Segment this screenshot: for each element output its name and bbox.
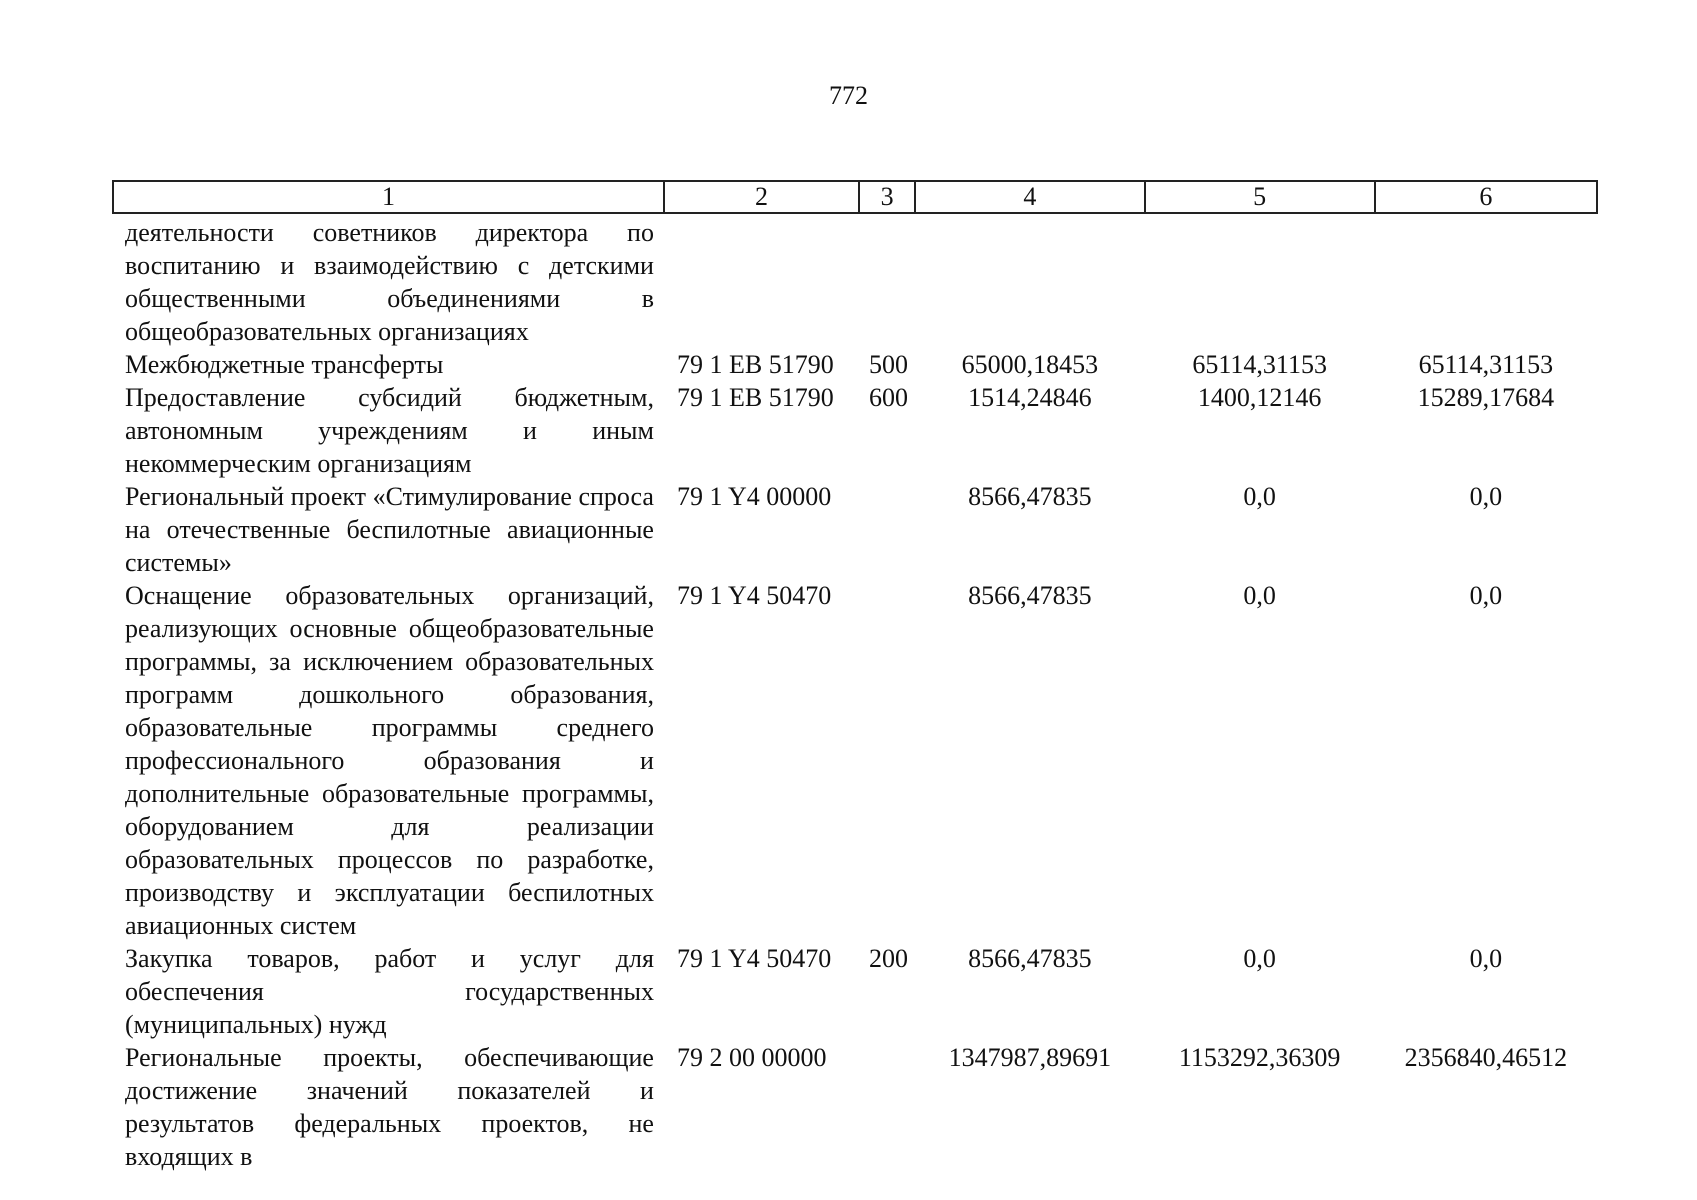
table-header: [113, 181, 1597, 213]
row-expense-type: [859, 579, 915, 942]
row-expense-type: [859, 213, 915, 348]
row-description: Межбюджетные трансферты: [125, 350, 444, 379]
row-description: Предоставление субсидий бюджетным, автономным учреждениям и иным некоммерческим организациям: [125, 383, 654, 478]
row-target-code: 79 1 Y4 00000: [676, 482, 832, 511]
column-header-5: 5: [1145, 181, 1375, 213]
row-sum-col6: 2356840,46512: [1404, 1043, 1568, 1072]
row-sum-col6: 0,0: [1469, 482, 1503, 511]
row-description: Региональный проект «Стимулирование спроса на отечественные беспилотные авиационные системы»: [125, 482, 654, 577]
table-row: [113, 348, 1597, 381]
row-description: деятельности советников директора по воспитанию и взаимодействию с детскими общественными объединениями в общеобразовательных организациях: [125, 218, 654, 346]
budget-table: [112, 180, 1598, 1173]
row-sum-col6: 0,0: [1469, 581, 1503, 610]
header-row: [113, 181, 1597, 213]
row-sum-col4: 8566,47835: [968, 482, 1092, 511]
row-sum-col4: 1347987,89691: [948, 1043, 1112, 1072]
table-row: [113, 480, 1597, 579]
table-body: [113, 213, 1597, 1173]
table-row: [113, 1041, 1597, 1173]
table-row: [113, 213, 1597, 348]
column-header-3: 3: [859, 181, 915, 213]
page-number: 772: [829, 81, 868, 110]
row-sum-col4: 8566,47835: [968, 581, 1092, 610]
row-target-code: 79 1 EB 51790: [676, 350, 834, 379]
row-sum-col4: 65000,18453: [961, 350, 1099, 379]
row-description: Региональные проекты, обеспечивающие достижение значений показателей и результатов федеральных проектов, не входящих в: [125, 1043, 654, 1171]
row-sum-col6: 0,0: [1469, 944, 1503, 973]
row-sum-col5: 1400,12146: [1197, 383, 1322, 412]
row-expense-type: 200: [869, 944, 909, 973]
row-sum-col6: [1375, 213, 1597, 348]
row-sum-col5: [1145, 213, 1375, 348]
row-sum-col4: 1514,24846: [968, 383, 1092, 412]
table-row: [113, 579, 1597, 942]
row-target-code: 79 1 EB 51790: [676, 383, 834, 412]
column-header-2: 2: [664, 181, 859, 213]
row-expense-type: [859, 480, 915, 579]
row-target-code: 79 1 Y4 50470: [676, 944, 832, 973]
column-header-1: 1: [113, 181, 664, 213]
row-expense-type: 500: [869, 350, 909, 379]
row-description: Закупка товаров, работ и услуг для обеспечения государственных (муниципальных) нужд: [125, 944, 654, 1039]
row-expense-type: 600: [869, 383, 909, 412]
row-sum-col5: 0,0: [1243, 944, 1276, 973]
column-header-4: 4: [915, 181, 1144, 213]
row-sum-col5: 0,0: [1243, 581, 1276, 610]
row-target-code: 79 1 Y4 50470: [676, 581, 832, 610]
row-target-code: [664, 213, 859, 348]
row-description: Оснащение образовательных организаций, реализующих основные общеобразовательные программы, за исключением образовательных программ дошкольного образования, образовательные программы среднего профессионального образования и дополнительные образовательные программы, оборудованием для реализации образовательных процессов по разработке, производству и эксплуатации беспилотных авиационных систем: [125, 581, 654, 940]
row-sum-col5: 65114,31153: [1192, 350, 1327, 379]
column-header-6: 6: [1375, 181, 1597, 213]
row-sum-col5: 1153292,36309: [1178, 1043, 1341, 1072]
table-row: [113, 942, 1597, 1041]
row-sum-col4: 8566,47835: [968, 944, 1092, 973]
row-target-code: 79 2 00 00000: [676, 1043, 827, 1072]
row-expense-type: [859, 1041, 915, 1173]
row-sum-col6: 65114,31153: [1418, 350, 1554, 379]
row-sum-col4: [915, 213, 1144, 348]
row-sum-col5: 0,0: [1243, 482, 1276, 511]
table-row: [113, 381, 1597, 480]
row-sum-col6: 15289,17684: [1417, 383, 1555, 412]
